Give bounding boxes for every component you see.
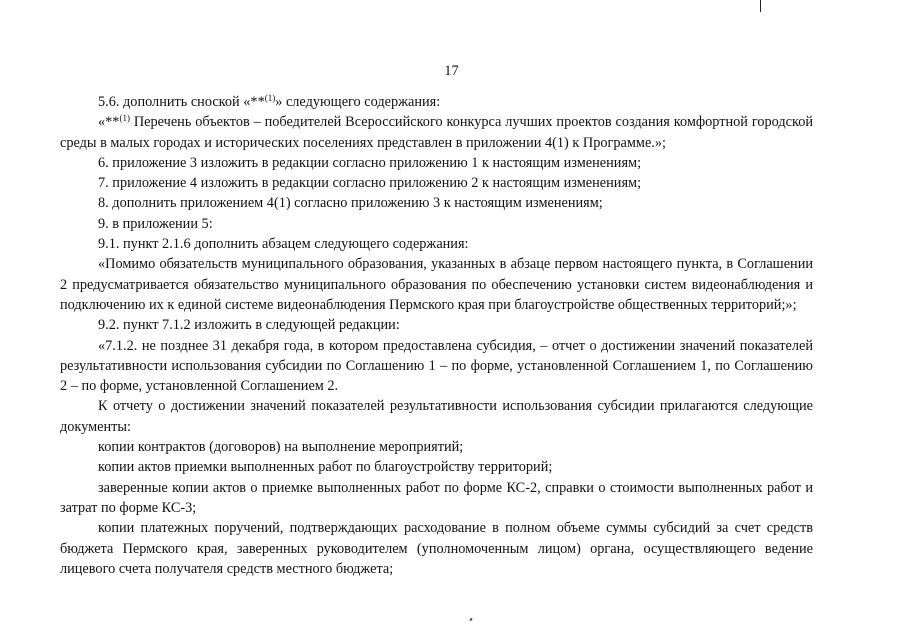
- paragraph-6: 6. приложение 3 изложить в редакции согласно приложению 1 к настоящим изменениям;: [98, 154, 642, 171]
- list-item-acceptance-acts: копии актов приемки выполненных работ по благоустройству территорий;: [98, 459, 553, 476]
- footnote-marker: (1): [119, 113, 130, 124]
- paragraph-7-1-2: «7.1.2. не позднее 31 декабря года, в котором предоставлена субсидия, – отчет о достижении значений показателей результативности использования субсидии по Соглашению 1 – по форме, установленной Соглашением 1, по Соглашению 2 – по форме, установленной Соглашением 2.: [60, 337, 813, 395]
- footnote-marker: (1): [264, 93, 276, 103]
- paragraph-9: 9. в приложении 5:: [98, 215, 213, 232]
- footnote-paragraph-text: Перечень объектов – победителей Всероссийского конкурса лучших проектов создания комфортной городской среды в малых городах и исторических поселениях представлен в приложении 4(1) к Программе.»;: [60, 114, 813, 151]
- paragraph-8: 8. дополнить приложением 4(1) согласно приложению 3 к настоящим изменениям;: [98, 195, 603, 212]
- document-body: [60, 92, 813, 579]
- paragraph-9-1: 9.1. пункт 2.1.6 дополнить абзацем следующего содержания:: [98, 236, 469, 253]
- paragraph-5-6: [60, 92, 813, 112]
- paragraph-9-2: 9.2. пункт 7.1.2 изложить в следующей редакции:: [98, 317, 400, 334]
- list-item-contracts: копии контрактов (договоров) на выполнение мероприятий;: [98, 439, 464, 456]
- page-number: 17: [444, 63, 459, 79]
- paragraph-quote-2-1-6: «Помимо обязательств муниципального образования, указанных в абзаце первом настоящего пункта, в Соглашении 2 предусматривается обязательство муниципального образования по обеспечению установки систем видеонаблюдения и подключению их к единой системе видеонаблюдения Пермского края при благоустройстве общественных территорий;»;: [60, 256, 813, 313]
- list-item-ks2-ks3: заверенные копии актов о приемке выполненных работ по форме КС-2, справки о стоимости выполненных работ и затрат по форме КС-3;: [60, 479, 813, 516]
- paragraph-7: 7. приложение 4 изложить в редакции согласно приложению 2 к настоящим изменениям;: [98, 175, 642, 192]
- paragraph-report-documents: К отчету о достижении значений показателей результативности использования субсидии прилагаются следующие документы:: [60, 398, 813, 435]
- list-item-payment-orders: копии платежных поручений, подтверждающих расходование в полном объеме суммы субсидий за счет средств бюджета Пермского края, заверенных руководителем (уполномоченным лицом) органа, осуществляющего ведение лицевого счета получателя средств местного бюджета;: [60, 520, 813, 577]
- document-page: [60, 0, 813, 640]
- footnote-paragraph-start: «**: [98, 114, 120, 131]
- paragraph-5-6-text-end: » следующего содержания:: [275, 94, 441, 110]
- paragraph-5-6-text: 5.6. дополнить сноской «**: [98, 94, 265, 110]
- footnote-paragraph: [60, 112, 813, 153]
